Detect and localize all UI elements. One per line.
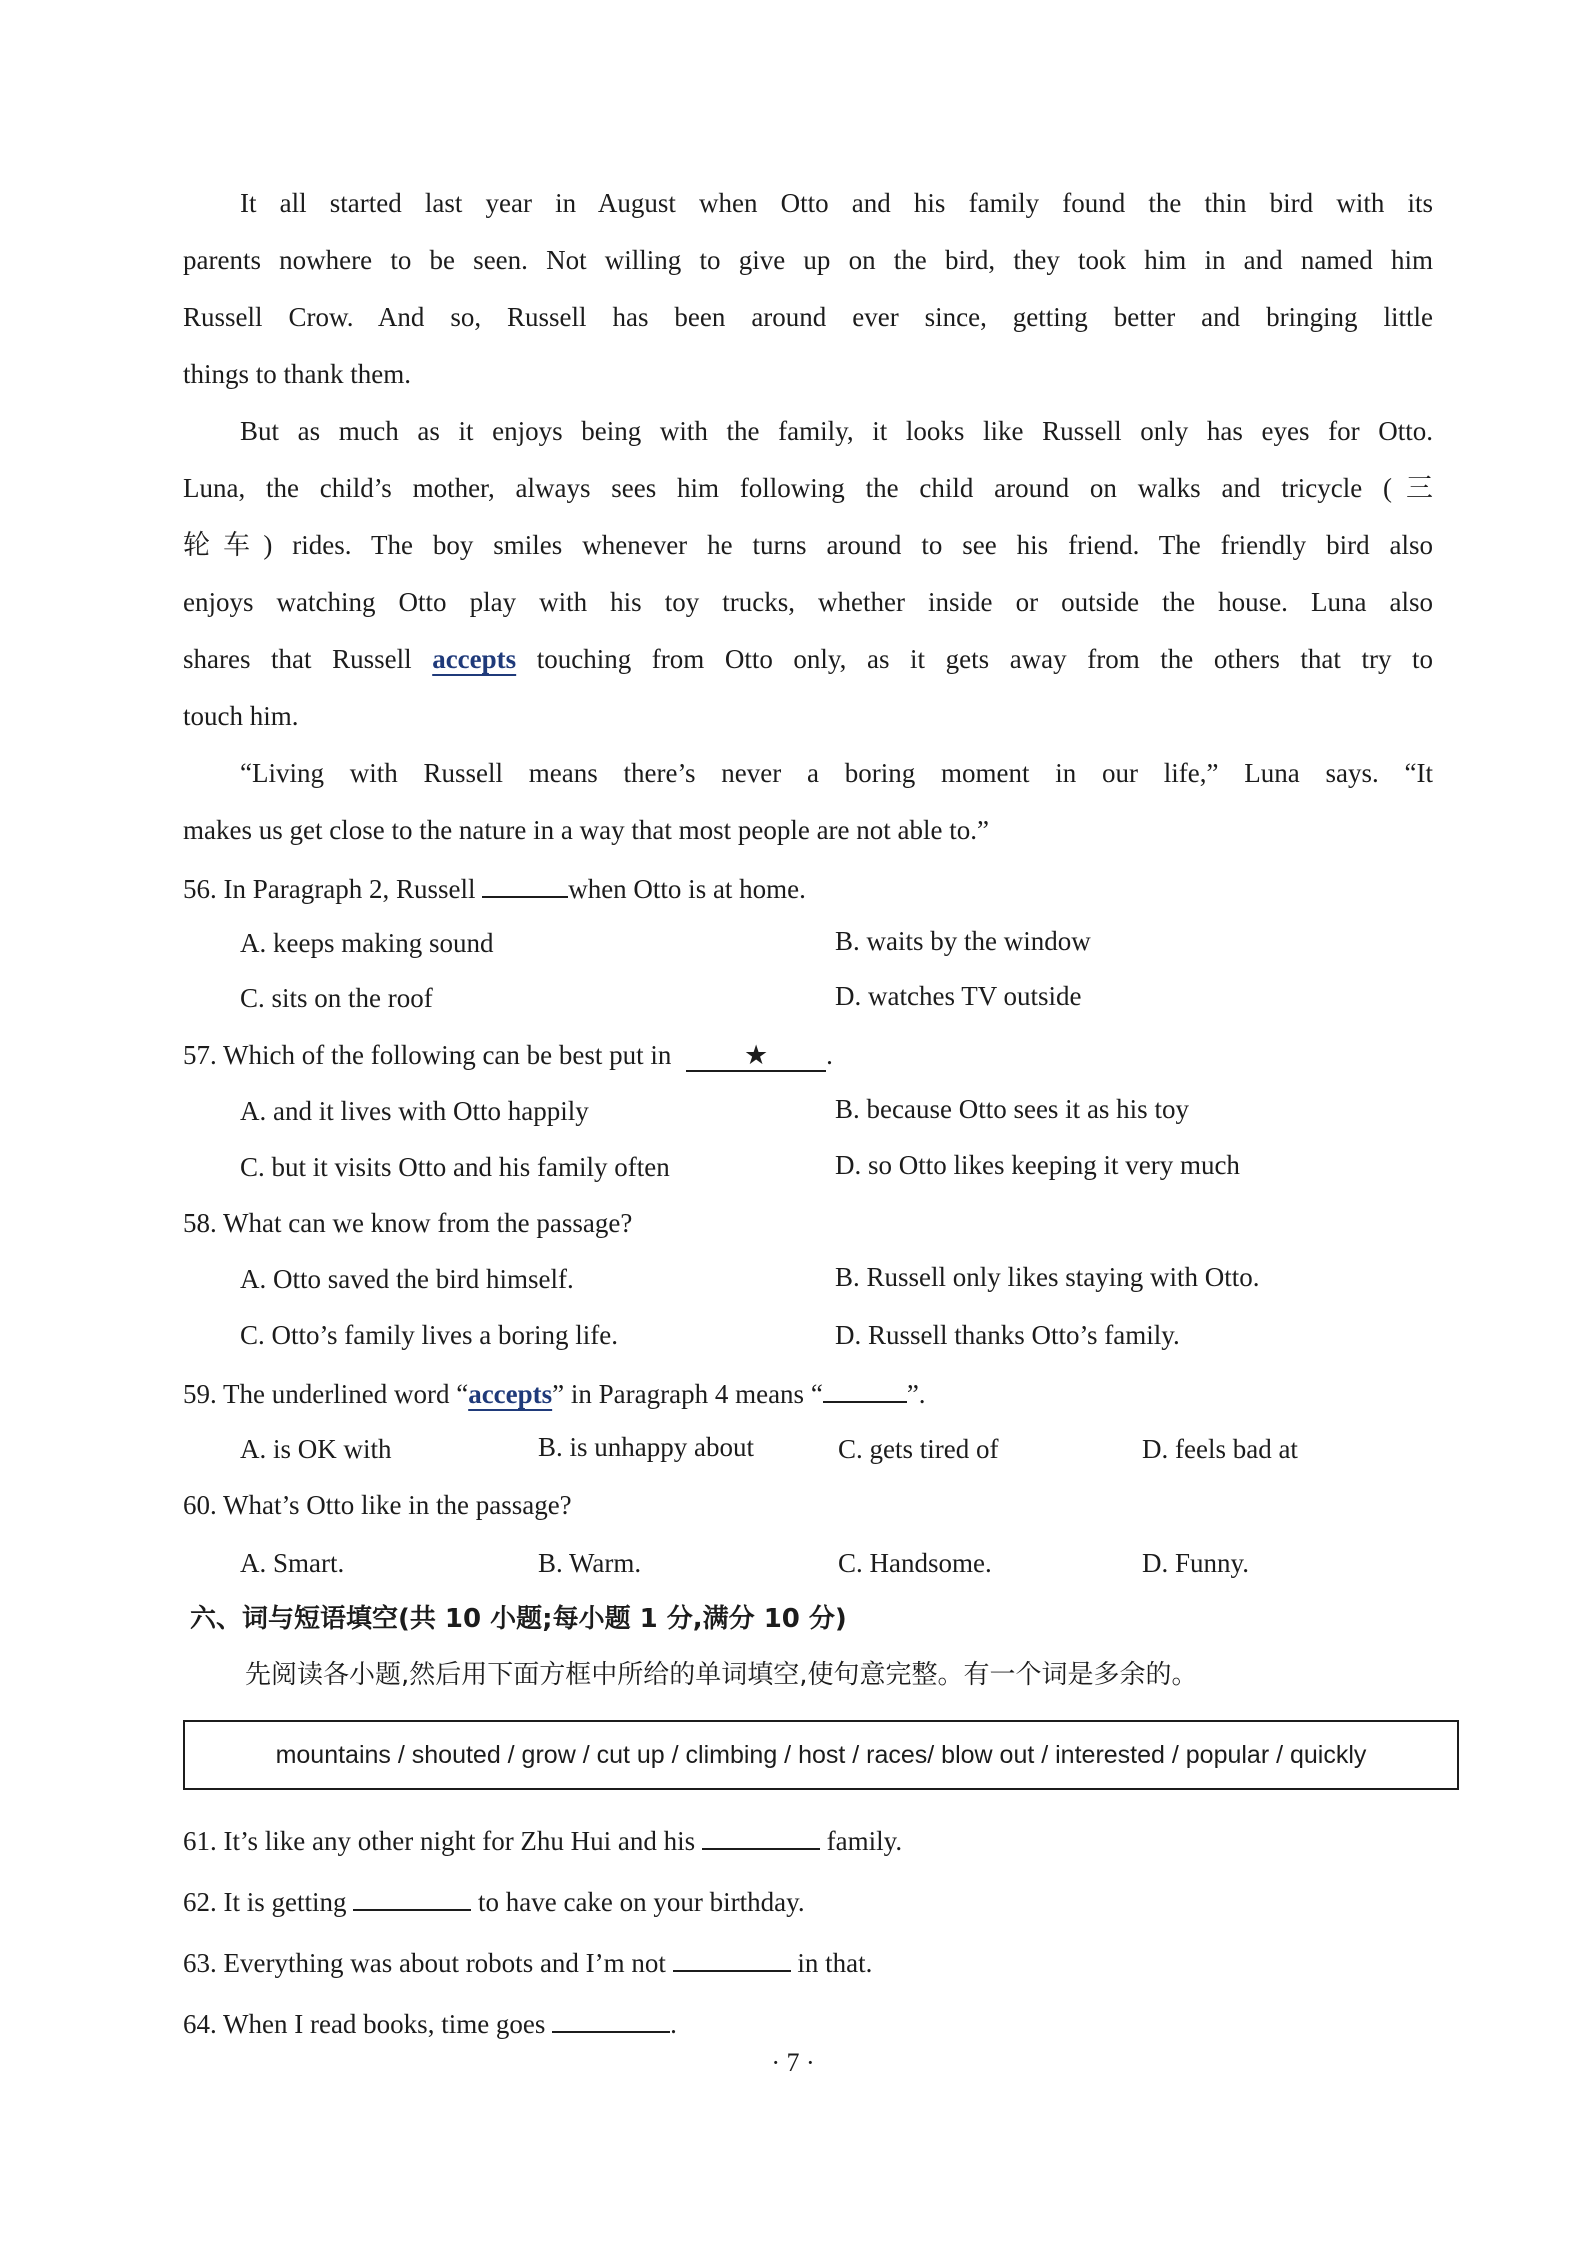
option-c: C. gets tired of <box>838 1434 999 1464</box>
passage-line: enjoys watching Otto play with his toy trucks, whether inside or outside the house. Luna also <box>183 587 1433 617</box>
answer-blank <box>673 1948 791 1972</box>
fill-item-61 <box>183 1826 1433 1855</box>
answer-blank <box>552 2009 670 2033</box>
passage-line: Luna, the child’s mother, always sees him following the child around on walks and tricycle (三 <box>183 473 1433 503</box>
item-text: 63. Everything was about robots and I’m not <box>183 1948 666 1978</box>
passage-line: It all started last year in August when Otto and his family found the thin bird with its <box>240 188 1433 218</box>
item-text: in that. <box>797 1948 873 1978</box>
question-59 <box>183 1379 1433 1408</box>
option-b: B. because Otto sees it as his toy <box>835 1094 1189 1124</box>
question-text: ”. <box>906 1379 926 1409</box>
option-b: B. waits by the window <box>835 926 1091 956</box>
section-title: 六、词与短语填空(共 10 小题;每小题 1 分,满分 10 分) <box>190 1604 847 1634</box>
item-text: family. <box>826 1826 903 1856</box>
item-text: 62. It is getting <box>183 1887 347 1917</box>
option-c: C. but it visits Otto and his family often <box>240 1152 670 1182</box>
passage-line: parents nowhere to be seen. Not willing to give up on the bird, they took him in and named him <box>183 245 1433 275</box>
answer-blank <box>823 1379 907 1403</box>
option-a: A. and it lives with Otto happily <box>240 1096 589 1126</box>
option-a: A. Smart. <box>240 1548 345 1578</box>
answer-blank <box>702 1826 820 1850</box>
answer-blank <box>353 1887 471 1911</box>
passage-line: things to thank them. <box>183 359 411 389</box>
section-instruction: 先阅读各小题,然后用下面方框中所给的单词填空,使句意完整。有一个词是多余的。 <box>245 1660 1198 1690</box>
option-a: A. Otto saved the bird himself. <box>240 1264 574 1294</box>
page-number: · 7 · <box>771 2048 815 2077</box>
fill-item-62 <box>183 1887 1433 1916</box>
underlined-keyword: accepts <box>468 1379 553 1409</box>
question-58: 58. What can we know from the passage? <box>183 1208 633 1238</box>
word-bank-box <box>183 1720 1459 1790</box>
option-a: A. is OK with <box>240 1434 392 1464</box>
question-text: when Otto is at home. <box>568 874 806 904</box>
item-text: to have cake on your birthday. <box>478 1887 805 1917</box>
item-text: 61. It’s like any other night for Zhu Hui and his <box>183 1826 696 1856</box>
question-56 <box>183 874 1433 903</box>
option-d: D. watches TV outside <box>835 981 1082 1011</box>
passage-text: touching from Otto only, as it gets away from the others that try to <box>536 644 1434 674</box>
option-a: A. keeps making sound <box>240 928 494 958</box>
passage-line: touch him. <box>183 701 299 731</box>
option-b: B. is unhappy about <box>538 1432 754 1462</box>
option-d: D. feels bad at <box>1142 1434 1298 1464</box>
passage-line: “Living with Russell means there’s never a boring moment in our life,” Luna says. “It <box>240 758 1433 788</box>
option-d: D. Russell thanks Otto’s family. <box>835 1320 1180 1350</box>
word-bank-text: mountains / shouted / grow / cut up / climbing / host / races/ blow out / interested / popular / quickly <box>275 1740 1367 1769</box>
question-text: 59. The underlined word “ <box>183 1379 469 1409</box>
passage-text: shares that Russell <box>183 644 412 674</box>
underlined-keyword: accepts <box>432 644 517 674</box>
answer-blank <box>686 1042 826 1072</box>
question-57 <box>183 1042 1433 1072</box>
option-c: C. sits on the roof <box>240 983 433 1013</box>
passage-line: Russell Crow. And so, Russell has been around ever since, getting better and bringing little <box>183 302 1433 332</box>
question-text: . <box>826 1040 833 1070</box>
option-d: D. Funny. <box>1142 1548 1250 1578</box>
option-c: C. Otto’s family lives a boring life. <box>240 1320 618 1350</box>
star-icon: ★ <box>744 1040 769 1070</box>
item-text: 64. When I read books, time goes <box>183 2009 546 2039</box>
answer-blank <box>482 874 568 898</box>
option-c: C. Handsome. <box>838 1548 992 1578</box>
question-text: 56. In Paragraph 2, Russell <box>183 874 476 904</box>
passage-line: But as much as it enjoys being with the family, it looks like Russell only has eyes for Otto. <box>240 416 1433 446</box>
question-text: 57. Which of the following can be best put in <box>183 1040 672 1070</box>
passage-line: makes us get close to the nature in a way that most people are not able to.” <box>183 815 989 845</box>
passage-line <box>183 646 1433 673</box>
option-b: B. Warm. <box>538 1548 642 1578</box>
item-text: . <box>670 2009 677 2039</box>
option-b: B. Russell only likes staying with Otto. <box>835 1262 1260 1292</box>
question-60: 60. What’s Otto like in the passage? <box>183 1490 572 1520</box>
question-text: ” in Paragraph 4 means “ <box>552 1379 823 1409</box>
fill-item-64 <box>183 2009 1433 2038</box>
option-d: D. so Otto likes keeping it very much <box>835 1150 1240 1180</box>
passage-line: 轮车) rides. The boy smiles whenever he turns around to see his friend. The friendly bird also <box>183 530 1433 560</box>
fill-item-63 <box>183 1948 1433 1977</box>
